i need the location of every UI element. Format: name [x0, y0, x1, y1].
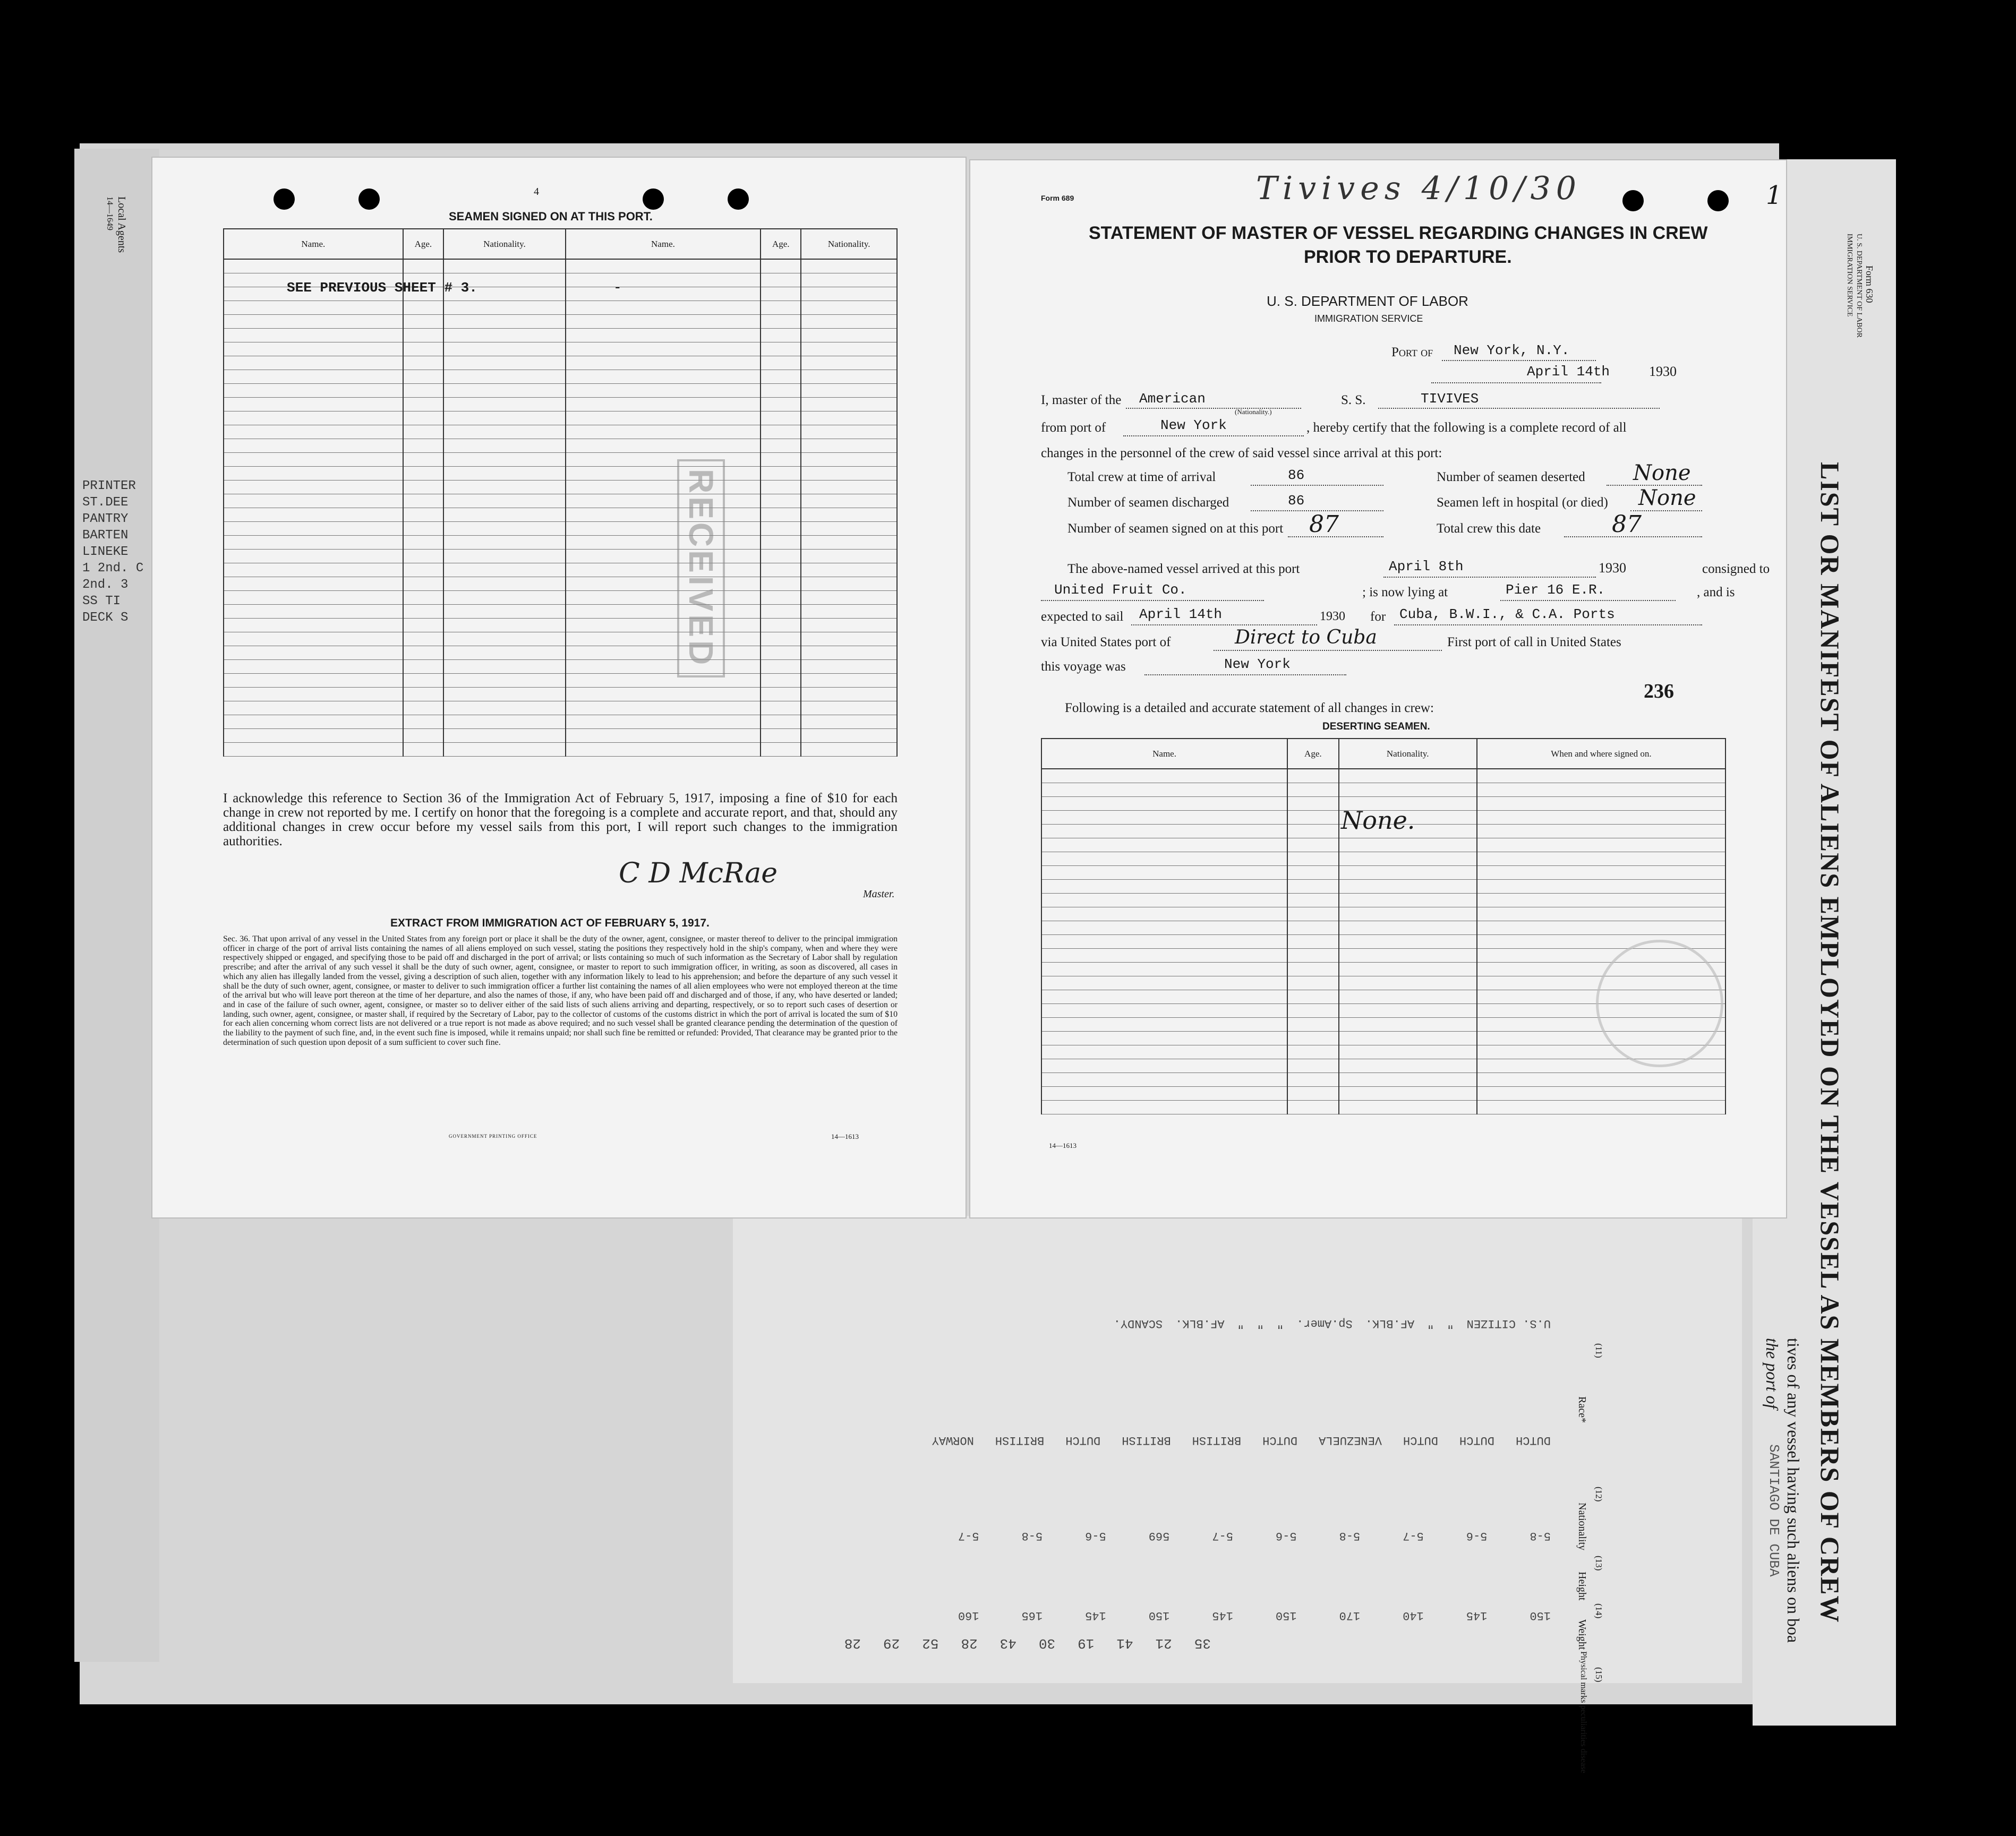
nationality-cell: DUTCH: [1403, 1434, 1438, 1447]
col-age-2: Age.: [761, 229, 801, 259]
weight-cell: 145: [1212, 1609, 1233, 1622]
manifest-column-headers: [1572, 1327, 1731, 1773]
age-cell: 21: [1155, 1635, 1172, 1651]
certify-text: , hereby certify that the following is a complete record of all: [1306, 421, 1627, 435]
nationality-caption: (Nationality.): [1235, 408, 1272, 416]
side-label: 2nd. 3: [82, 578, 129, 592]
left-page-title: SEAMEN SIGNED ON AT THIS PORT.: [449, 210, 653, 223]
manifest-weight-column: [754, 1609, 1551, 1622]
master-label: Master.: [863, 888, 895, 900]
left-page: [151, 157, 967, 1219]
race-cell: ": [1276, 1317, 1284, 1330]
manifest-subtitle: tives of any vessel having such aliens on boa: [1784, 1338, 1803, 1643]
sheet-number: 236: [1644, 680, 1674, 702]
year-value: 1930: [1649, 364, 1677, 379]
col-age: Age.: [403, 229, 443, 259]
date-value: April 14th: [1527, 364, 1610, 380]
weight-cell: 145: [1085, 1609, 1106, 1622]
age-cell: 41: [1116, 1635, 1133, 1651]
side-label: ST.DEE: [82, 495, 129, 510]
race-cell: Sp.Amer.: [1296, 1317, 1353, 1330]
acknowledgement-text: I acknowledge this reference to Section 36 of the Immigration Act of February 5, 1917, imposing a fine of $10 for each change in crew not reported by me. I certify on honor that the foregoing is a complete and accurate report, and that, should any additional changes in crew occur before my vessel sails from this port, I will report such changes to the immigration authorities.: [223, 791, 898, 848]
age-cell: 29: [883, 1635, 900, 1651]
voyage-value: New York: [1224, 656, 1291, 672]
weight-cell: 170: [1339, 1609, 1361, 1622]
master-signature: C D McRae: [619, 857, 778, 889]
page-number: 4: [534, 186, 539, 198]
seamen-deserted: None: [1633, 461, 1691, 485]
printer-credit: GOVERNMENT PRINTING OFFICE: [449, 1134, 537, 1139]
and-is-text: , and is: [1697, 585, 1735, 599]
col-number: (11): [1594, 1343, 1604, 1358]
col-nationality-2: Nationality.: [801, 229, 897, 259]
height-cell: 5-8: [1339, 1529, 1361, 1542]
first-port-label: First port of call in United States: [1447, 635, 1621, 649]
height-cell: 5-8: [1021, 1529, 1043, 1542]
nationality-value: American: [1139, 391, 1206, 407]
left-margin-form-code: 14—1649: [105, 196, 114, 230]
arrived-value: April 8th: [1389, 559, 1464, 574]
total-crew-date-label: Total crew this date: [1437, 521, 1541, 536]
right-edge-form-text: Form 630: [1864, 265, 1875, 303]
height-cell: 5-6: [1466, 1529, 1488, 1542]
seamen-discharged: 86: [1288, 493, 1305, 509]
nationality-cell: BRITISH: [1192, 1434, 1242, 1447]
col-header-nationality: Nationality: [1576, 1503, 1588, 1550]
hospital-label: Seamen left in hospital (or died): [1437, 495, 1608, 510]
nationality-cell: NORWAY: [932, 1434, 974, 1447]
race-cell: AF.BLK.: [1175, 1317, 1225, 1330]
manifest-port-value: SANTIAGO DE CUBA: [1766, 1444, 1782, 1577]
extract-text: Sec. 36. That upon arrival of any vessel in the United States from any foreign port or place it shall be the duty of the owner, agent, consignee, or master thereof to deliver to the principal immigration officer in charge of the port of arrival lists containing the names of all aliens employed on such vessel, stating the positions they respectively hold in the ship's company, when and where they were respectively shipped or engaged, and specifying those to be paid off and discharged in the port of arrival; or lists containing so much of such information as the Secretary of Labor shall by regulation prescribe; and after the arrival of any such vessel it shall be the duty of such owner, agent, consignee, or master to report to such immigration officer, in writing, as soon as discovered, all cases in which any alien has illegally landed from the vessel, giving a description of such alien, together with any information likely to lead to his apprehension; and before the departure of any such vessel it shall be the duty of such owner, agent, consignee, or master to deliver to such immigration officer a further list containing the names of all alien employees who were not employed thereon at the time of the arrival but who will leave port thereon at the time of her departure, and also the names of those, if any, who have been paid off and discharged and of those, if any, who have deserted or landed; and in case of the failure of such owner, agent, consignee, or master so to deliver either of the said lists of such aliens arriving and departing, respectively, or so to report such cases of desertion or landing, such owner, agent, consignee, or master shall, if required by the Secretary of Labor, pay to the collector of customs of the customs district in which the port of arrival is located the sum of $10 for each alien concerning whom correct lists are not delivered or a true report is not made as above required; and no such vessel shall be granted clearance pending the determination of the question of the liability to the payment of such fine, and, in the event such fine is imposed, while it remains unpaid; nor shall such fine be remitted or refunded: Provided, That clearance may be granted prior to the determination of such question upon deposit of a sum sufficient to cover such fine.: [223, 934, 898, 1047]
weight-cell: 150: [1530, 1609, 1551, 1622]
weight-cell: 145: [1466, 1609, 1488, 1622]
extract-title: EXTRACT FROM IMMIGRATION ACT OF FEBRUARY 5, 1917.: [390, 917, 710, 929]
desert-col-age: Age.: [1287, 739, 1338, 769]
signed-on-label: Number of seamen signed on at this port: [1067, 521, 1284, 536]
pier-value: Pier 16 E.R.: [1506, 582, 1605, 598]
weight-cell: 165: [1021, 1609, 1043, 1622]
right-form-code: 14—1613: [1049, 1142, 1077, 1149]
sail-date: April 14th: [1139, 606, 1223, 622]
form-number: Form 689: [1041, 194, 1074, 202]
age-cell: 28: [961, 1635, 978, 1651]
age-cell: 35: [1194, 1635, 1211, 1651]
col-header-weight: Weight: [1576, 1619, 1588, 1650]
total-crew-arrival-label: Total crew at time of arrival: [1067, 470, 1216, 484]
total-crew-date: 87: [1612, 511, 1642, 538]
col-nationality: Nationality.: [443, 229, 566, 259]
nationality-cell: BRITISH: [1122, 1434, 1171, 1447]
from-port-label: from port of: [1041, 421, 1106, 435]
port-value: New York, N.Y.: [1454, 342, 1570, 358]
seamen-signed-table: [223, 228, 898, 757]
col-header-race: Race*: [1576, 1396, 1588, 1423]
destination: Cuba, B.W.I., & C.A. Ports: [1399, 606, 1615, 622]
manifest-height-column: [754, 1529, 1551, 1542]
side-label: LINEKE: [82, 545, 129, 559]
desert-col-name: Name.: [1041, 739, 1287, 769]
via-value: Direct to Cuba: [1235, 627, 1377, 648]
col-header-height: Height: [1576, 1572, 1588, 1601]
handwritten-top-note: Tivives 4/10/30: [1256, 170, 1582, 207]
race-cell: SCANDY.: [1113, 1317, 1163, 1330]
col-header-physical-marks: Physical marks peculiarities disease: [1579, 1651, 1588, 1773]
total-crew-arrival: 86: [1288, 467, 1305, 483]
nationality-cell: DUTCH: [1515, 1434, 1551, 1447]
desert-col-nationality: Nationality.: [1339, 739, 1477, 769]
hospital-value: None: [1638, 486, 1696, 510]
nationality-cell: DUTCH: [1065, 1434, 1101, 1447]
col-name-2: Name.: [566, 229, 761, 259]
master-of-label: I, master of the: [1041, 393, 1122, 407]
weight-cell: 150: [1148, 1609, 1170, 1622]
arrived-year: 1930: [1599, 560, 1626, 576]
manifest-ages: [754, 1635, 1211, 1651]
see-previous-sheet: SEE PREVIOUS SHEET # 3.: [287, 280, 477, 296]
signed-on-value: 87: [1309, 511, 1339, 538]
sail-year: 1930: [1320, 610, 1345, 623]
age-cell: 52: [922, 1635, 939, 1651]
height-cell: 5-6: [1085, 1529, 1106, 1542]
dash-mark: -: [613, 280, 622, 296]
deserting-entry: None.: [1341, 806, 1415, 835]
manifest-nationality-column: [754, 1434, 1551, 1447]
manifest-title: LIST OR MANIFEST OF ALIENS EMPLOYED ON THE VESSEL AS MEMBERS OF CREW: [1815, 462, 1845, 1624]
deserting-seamen-table: [1041, 738, 1726, 1114]
height-cell: 5-7: [1212, 1529, 1233, 1542]
deserting-title: DESERTING SEAMEN.: [1322, 721, 1430, 732]
port-label: Port of: [1391, 345, 1433, 359]
race-cell: ": [1447, 1317, 1454, 1330]
height-cell: 5-8: [1530, 1529, 1551, 1542]
local-agents-label: Local Agents: [116, 196, 127, 253]
race-cell: ": [1427, 1317, 1434, 1330]
changes-text: changes in the personnel of the crew of said vessel since arrival at this port:: [1041, 446, 1442, 460]
consignee: United Fruit Co.: [1054, 582, 1187, 598]
for-label: for: [1370, 610, 1386, 624]
right-edge-service: IMMIGRATION SERVICE: [1846, 234, 1853, 317]
following-text: Following is a detailed and accurate statement of all changes in crew:: [1065, 701, 1434, 715]
left-margin-strip: [74, 149, 159, 1662]
consigned-label: consigned to: [1702, 562, 1770, 576]
side-label: SS TI: [82, 594, 121, 608]
desert-col-signed-on: When and where signed on.: [1477, 739, 1725, 769]
side-label: PANTRY: [82, 512, 129, 526]
manifest-race-column: [754, 1317, 1551, 1330]
nationality-cell: DUTCH: [1262, 1434, 1298, 1447]
col-number: (15): [1594, 1667, 1604, 1683]
right-edge-department: U. S. DEPARTMENT OF LABOR: [1855, 234, 1863, 338]
weight-cell: 140: [1403, 1609, 1424, 1622]
side-label: PRINTER: [82, 479, 136, 493]
nationality-cell: DUTCH: [1459, 1434, 1494, 1447]
race-cell: AF.BLK.: [1365, 1317, 1415, 1330]
height-cell: 569: [1148, 1529, 1170, 1542]
ship-name: TIVIVES: [1421, 391, 1479, 407]
seamen-discharged-label: Number of seamen discharged: [1067, 495, 1229, 510]
age-cell: 43: [1000, 1635, 1016, 1651]
nationality-cell: VENEZUELA: [1319, 1434, 1382, 1447]
col-number: (14): [1594, 1603, 1604, 1619]
age-cell: 30: [1038, 1635, 1056, 1651]
voyage-label: this voyage was: [1041, 659, 1126, 674]
weight-cell: 160: [958, 1609, 979, 1622]
age-cell: 19: [1078, 1635, 1095, 1651]
col-number: (13): [1594, 1556, 1604, 1571]
nationality-cell: BRITISH: [995, 1434, 1045, 1447]
side-label: 1 2nd. C: [82, 561, 144, 576]
manifest-port-label: the port of: [1763, 1338, 1782, 1409]
weight-cell: 150: [1275, 1609, 1297, 1622]
statement-title-line1: STATEMENT OF MASTER OF VESSEL REGARDING CHANGES IN CREW: [1089, 223, 1708, 243]
via-label: via United States port of: [1041, 635, 1171, 649]
corner-mark: 1: [1766, 181, 1782, 210]
race-cell: ": [1237, 1317, 1244, 1330]
customs-stamp: [1596, 940, 1723, 1067]
side-labels: [82, 478, 157, 626]
height-cell: 5-7: [958, 1529, 979, 1542]
left-form-code: 14—1613: [831, 1133, 859, 1140]
height-cell: 5-6: [1275, 1529, 1297, 1542]
side-label: BARTEN: [82, 528, 129, 543]
right-page: [969, 159, 1787, 1219]
col-name: Name.: [224, 229, 403, 259]
department-label: U. S. DEPARTMENT OF LABOR: [1267, 293, 1468, 309]
received-stamp: RECEIVED: [677, 459, 725, 677]
race-cell: U.S. CITIZEN: [1466, 1317, 1551, 1330]
from-port-value: New York: [1160, 417, 1227, 433]
age-cell: 28: [844, 1635, 861, 1651]
lying-label: ; is now lying at: [1362, 585, 1448, 599]
expected-label: expected to sail: [1041, 610, 1124, 624]
statement-title-line2: PRIOR TO DEPARTURE.: [1304, 247, 1512, 267]
height-cell: 5-7: [1403, 1529, 1424, 1542]
service-label: IMMIGRATION SERVICE: [1314, 313, 1423, 324]
arrived-label: The above-named vessel arrived at this port: [1067, 562, 1300, 576]
race-cell: ": [1257, 1317, 1264, 1330]
ss-label: S. S.: [1341, 393, 1366, 407]
seamen-deserted-label: Number of seamen deserted: [1437, 470, 1585, 484]
col-number: (12): [1594, 1487, 1604, 1502]
side-label: DECK S: [82, 611, 129, 625]
